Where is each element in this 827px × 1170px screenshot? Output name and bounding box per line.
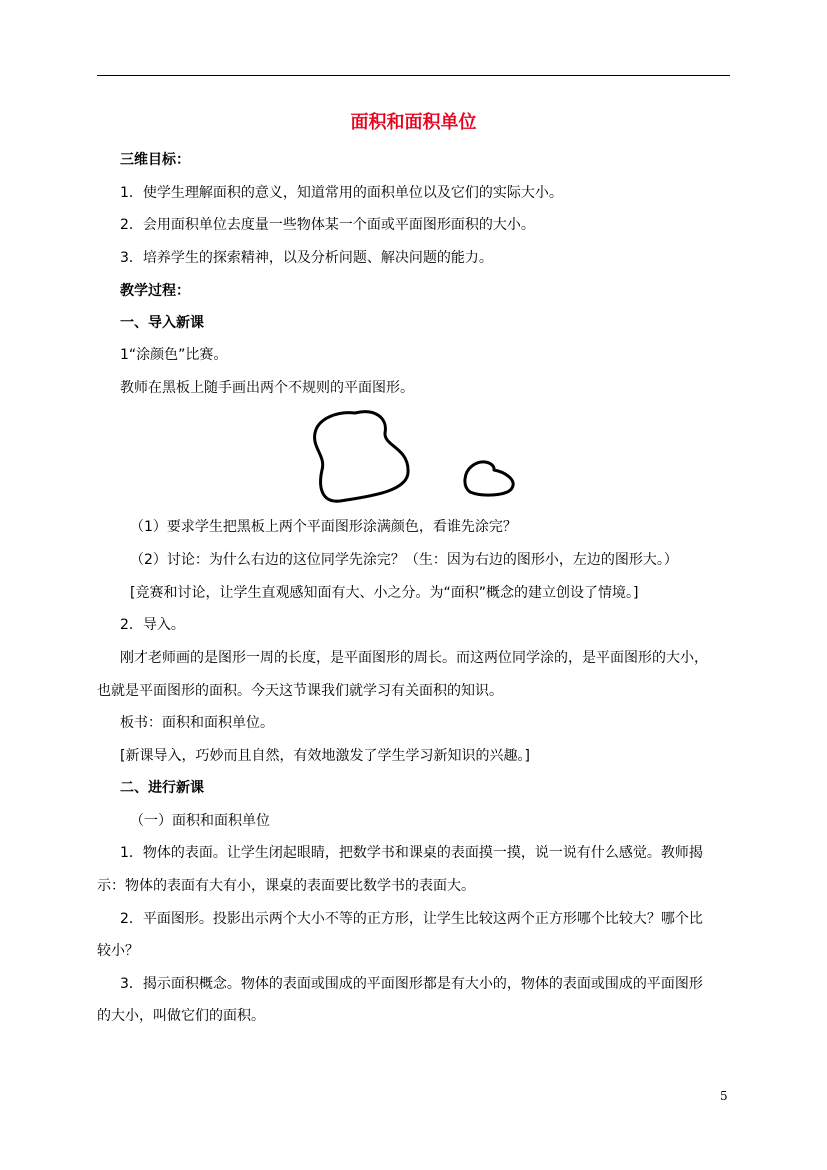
section-heading-goals: 三维目标：	[120, 152, 190, 168]
paragraph: 2．导入。	[120, 617, 185, 633]
small-irregular-shape	[465, 462, 513, 495]
paragraph: （1）要求学生把黑板上两个平面图形涂满颜色，看谁先涂完？	[130, 519, 517, 535]
paragraph: 刚才老师画的是图形一周的长度，是平面图形的周长。而这两位同学涂的，是平面图形的大小，	[120, 650, 708, 666]
paragraph: 1“涂颜色”比赛。	[120, 347, 228, 363]
irregular-shapes-figure	[300, 408, 530, 510]
paragraph: 板书：面积和面积单位。	[120, 715, 274, 731]
paragraph: （2）讨论：为什么右边的这位同学先涂完？（生：因为右边的图形小，左边的图形大。）	[130, 552, 678, 568]
document-title: 面积和面积单位	[350, 112, 477, 133]
paragraph: 教师在黑板上随手画出两个不规则的平面图形。	[120, 380, 414, 396]
paragraph: 示：物体的表面有大有小，课桌的表面要比数学书的表面大。	[97, 878, 475, 894]
paragraph: 的大小，叫做它们的面积。	[97, 1008, 265, 1024]
paragraph: 2．平面图形。投影出示两个大小不等的正方形，让学生比较这两个正方形哪个比较大？哪个比	[120, 911, 703, 927]
subsection-heading: （一）面积和面积单位	[130, 813, 270, 829]
page-number: 5	[720, 1089, 728, 1103]
section-heading-new-lesson: 二、进行新课	[120, 780, 204, 796]
goal-item-3: 3．培养学生的探索精神，以及分析问题、解决问题的能力。	[120, 250, 493, 266]
paragraph: [新课导入，巧妙而且自然，有效地激发了学生学习新知识的兴趣。]	[120, 748, 530, 764]
paragraph: 3．揭示面积概念。物体的表面或围成的平面图形都是有大小的，物体的表面或围成的平面图形	[120, 976, 703, 992]
goal-item-1: 1．使学生理解面积的意义，知道常用的面积单位以及它们的实际大小。	[120, 185, 563, 201]
paragraph: [竞赛和讨论，让学生直观感知面有大、小之分。为“面积”概念的建立创设了情境。]	[130, 585, 639, 601]
large-irregular-shape	[315, 412, 409, 501]
header-rule	[97, 75, 730, 76]
paragraph: 也就是平面图形的面积。今天这节课我们就学习有关面积的知识。	[97, 683, 503, 699]
section-heading-process: 教学过程：	[120, 283, 190, 299]
paragraph: 较小？	[97, 943, 139, 959]
section-heading-intro: 一、导入新课	[120, 315, 204, 331]
paragraph: 1．物体的表面。让学生闭起眼睛，把数学书和课桌的表面摸一摸，说一说有什么感觉。教师揭	[120, 845, 703, 861]
goal-item-2: 2．会用面积单位去度量一些物体某一个面或平面图形面积的大小。	[120, 217, 535, 233]
